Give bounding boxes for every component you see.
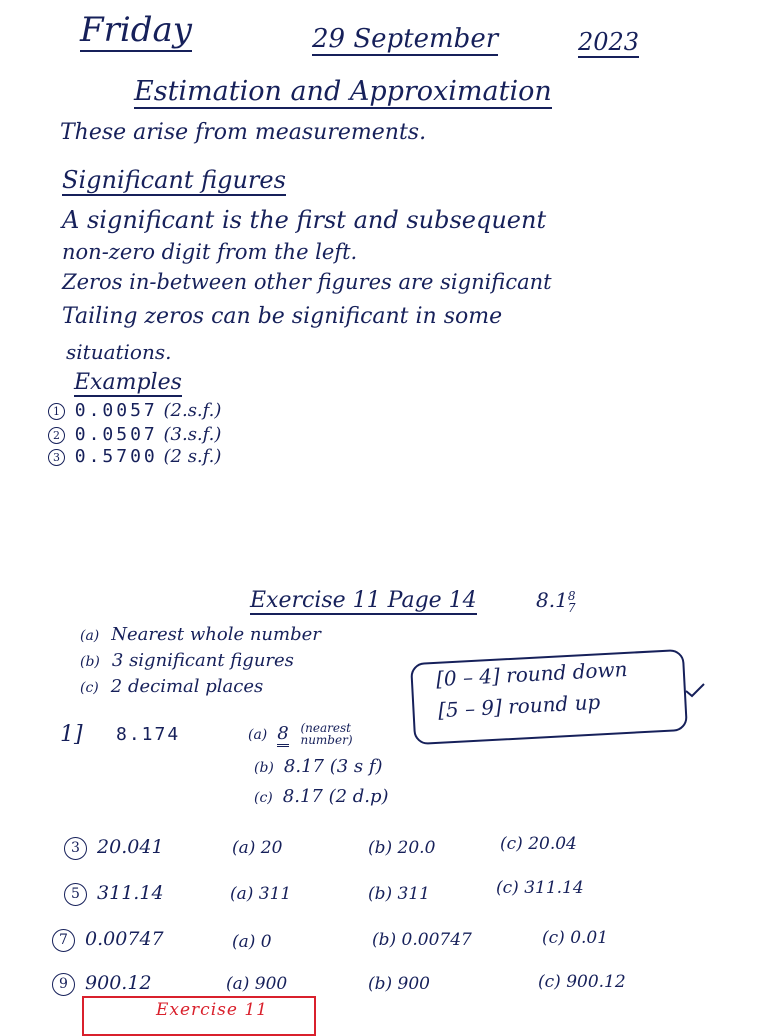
q1-answer-c <box>254 786 389 807</box>
answer-note-line: number) <box>300 733 353 747</box>
rule-line: Tailing zeros can be significant in some <box>62 304 503 329</box>
q1-answer-b <box>254 756 383 777</box>
answer-note <box>300 722 352 746</box>
example-value: 0.0057 <box>74 400 158 421</box>
intro-text: These arise from measurements. <box>60 120 427 145</box>
instruction-text: 3 significant figures <box>111 650 294 671</box>
side-note-sup: 8 <box>567 588 576 603</box>
example-number: 3 <box>48 449 65 466</box>
answer-a: (a) 900 <box>226 974 288 994</box>
example-item <box>48 400 221 421</box>
answer-b: (b) 0.00747 <box>372 930 472 950</box>
side-note-value: 8.1 <box>536 588 568 612</box>
question-value: 20.041 <box>97 836 164 858</box>
instruction-text: Nearest whole number <box>111 624 321 645</box>
question-number: 3 <box>64 837 87 860</box>
examples-heading: Examples <box>74 370 182 395</box>
question-row <box>64 882 164 906</box>
answer-a: (a) 20 <box>232 838 283 858</box>
question-row <box>64 836 164 860</box>
answer-label: (a) <box>248 727 268 743</box>
year-heading: 2023 <box>578 28 640 56</box>
example-note: (2.s.f.) <box>163 400 222 421</box>
checkmark-icon <box>684 682 706 698</box>
exercise-label: Exercise 11 <box>156 1000 268 1020</box>
answer-b: (b) 900 <box>368 974 430 994</box>
question-row <box>52 928 164 952</box>
q1-answer-a <box>248 722 353 746</box>
answer-c: (c) 900.12 <box>538 972 626 992</box>
answer-value: 8.17 (2 d.p) <box>282 786 389 807</box>
example-value: 0.0507 <box>74 424 158 445</box>
example-item <box>48 446 221 467</box>
example-number: 1 <box>48 403 65 420</box>
question-number: 1] <box>60 722 83 747</box>
example-item <box>48 424 221 445</box>
instruction-label: (c) <box>80 680 99 696</box>
answer-a: (a) 311 <box>230 884 292 904</box>
question-number: 5 <box>64 883 87 906</box>
instruction-label: (b) <box>80 654 100 670</box>
question-value: 311.14 <box>97 882 164 904</box>
page-title: Estimation and Approximation <box>134 76 552 107</box>
answer-b: (b) 311 <box>368 884 430 904</box>
answer-c: (c) 311.14 <box>496 878 584 898</box>
instruction-line <box>80 650 294 671</box>
side-note-fraction <box>568 590 576 614</box>
answer-label: (b) <box>254 760 274 776</box>
rounding-rule-down: [0 – 4] round down <box>435 657 628 691</box>
question-row <box>52 972 152 996</box>
example-note: (2 s.f.) <box>163 446 222 467</box>
answer-value: 8 <box>277 723 288 747</box>
answer-c: (c) 0.01 <box>542 928 609 948</box>
significant-figures-heading: Significant figures <box>62 166 286 194</box>
instruction-line <box>80 624 321 645</box>
day-heading: Friday <box>80 10 192 50</box>
answer-b: (b) 20.0 <box>368 838 436 858</box>
example-number: 2 <box>48 427 65 444</box>
question-number: 7 <box>52 929 75 952</box>
exercise-heading: Exercise 11 Page 14 <box>250 588 477 613</box>
example-value: 0.5700 <box>74 446 158 467</box>
rule-line: situations. <box>66 340 172 364</box>
instruction-line <box>80 676 263 697</box>
rule-line: Zeros in-between other figures are significant <box>62 270 552 294</box>
exercise-side-note <box>536 588 575 614</box>
answer-c: (c) 20.04 <box>500 834 577 854</box>
question-value: 0.00747 <box>85 928 164 950</box>
instruction-text: 2 decimal places <box>110 676 264 697</box>
answer-label: (c) <box>254 790 273 806</box>
answer-note-line: (nearest <box>300 721 351 735</box>
instruction-label: (a) <box>80 628 100 644</box>
side-note-sub: 7 <box>567 600 576 615</box>
rule-line: A significant is the first and subsequent <box>62 206 547 234</box>
answer-value: 8.17 (3 s f) <box>283 756 383 777</box>
question-value: 900.12 <box>85 972 152 994</box>
example-note: (3.s.f.) <box>163 424 222 445</box>
rounding-rule-up: [5 – 9] round up <box>437 689 601 723</box>
rule-line: non-zero digit from the left. <box>62 240 358 264</box>
question-number: 9 <box>52 973 75 996</box>
question-value: 8.174 <box>116 724 181 745</box>
answer-a: (a) 0 <box>232 932 272 952</box>
date-heading: 29 September <box>312 24 499 54</box>
